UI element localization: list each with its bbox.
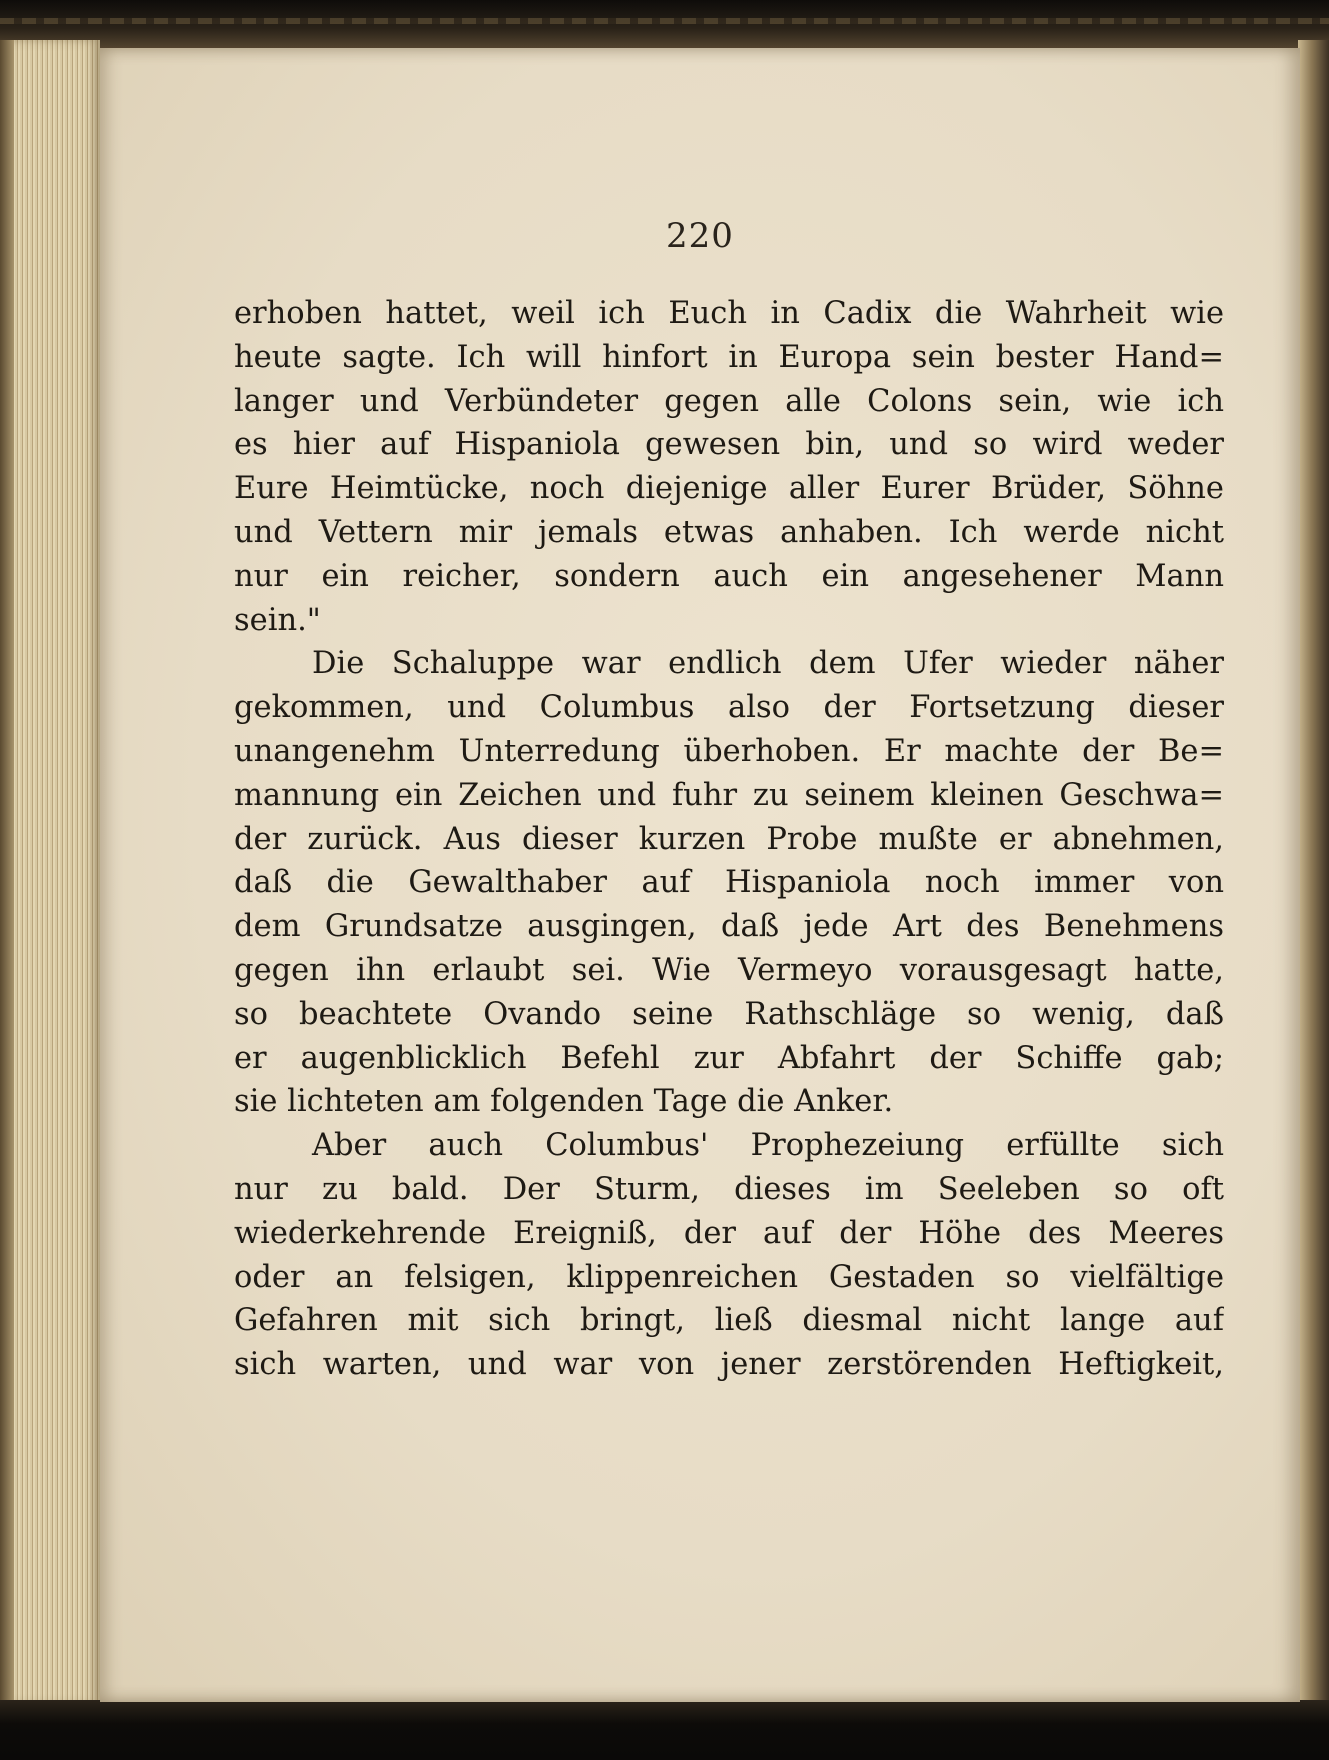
text-line: unangenehm Unterredung überhoben. Er machte der Be= [234,733,1224,769]
text-line: Gefahren mit sich bringt, ließ diesmal nicht lange auf [234,1303,1224,1339]
text-line: oder an felsigen, klippenreichen Gestaden so vielfältige [234,1259,1224,1295]
book-top-edge [0,0,1329,52]
text-line: sie lichteten am folgenden Tage die Anker. [234,1084,894,1120]
text-line: sein." [234,602,321,638]
text-line: mannung ein Zeichen und fuhr zu seinem kleinen Geschwa= [234,777,1224,813]
body-text [234,292,1224,1387]
text-line: wiederkehrende Ereigniß, der auf der Höhe des Meeres [234,1215,1224,1251]
book-page-edges-left [0,40,100,1705]
text-line: sich warten, und war von jener zerstörenden Heftigkeit, [234,1347,1224,1383]
book-bottom-edge [0,1700,1329,1760]
text-line: er augenblicklich Befehl zur Abfahrt der Schiffe gab; [234,1040,1224,1076]
text-line: Die Schaluppe war endlich dem Ufer wieder näher [312,646,1224,682]
text-line: nur zu bald. Der Sturm, dieses im Seeleben so oft [234,1171,1224,1207]
text-line: so beachtete Ovando seine Rathschläge so wenig, daß [234,996,1224,1032]
book-page-edge-right [1298,40,1329,1705]
text-line: dem Grundsatze ausgingen, daß jede Art des Benehmens [234,909,1224,945]
text-line: gegen ihn erlaubt sei. Wie Vermeyo vorausgesagt hatte, [234,952,1224,988]
text-line: langer und Verbündeter gegen alle Colons sein, wie ich [234,383,1224,419]
text-line: der zurück. Aus dieser kurzen Probe mußte er abnehmen, [234,821,1224,857]
text-line: daß die Gewalthaber auf Hispaniola noch immer von [234,865,1224,901]
text-line: erhoben hattet, weil ich Euch in Cadix die Wahrheit wie [234,296,1224,331]
text-line: Aber auch Columbus' Prophezeiung erfüllte sich [312,1128,1224,1164]
text-line: Eure Heimtücke, noch diejenige aller Eurer Brüder, Söhne [234,471,1224,507]
text-line: und Vettern mir jemals etwas anhaben. Ich werde nicht [234,514,1224,550]
text-line: heute sagte. Ich will hinfort in Europa sein bester Hand= [234,339,1224,375]
page-number: 220 [666,216,734,256]
text-line: nur ein reicher, sondern auch ein angesehener Mann [234,558,1224,594]
text-line: gekommen, und Columbus also der Fortsetzung dieser [234,690,1224,726]
text-line: es hier auf Hispaniola gewesen bin, und so wird weder [234,427,1224,463]
